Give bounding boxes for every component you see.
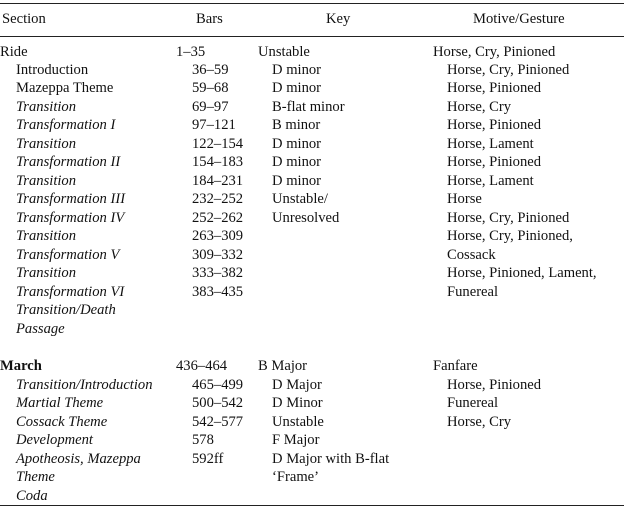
motive-cell: Horse, Cry <box>447 99 512 115</box>
motive-cell: Horse, Cry, Pinioned <box>447 210 570 226</box>
bars-cell: 309–332 <box>192 247 244 263</box>
key-cell: D minor <box>272 62 322 78</box>
table-row <box>0 450 624 468</box>
bars-cell: 592ff <box>192 451 224 467</box>
motive-cell: Horse, Cry, Pinioned, <box>447 228 573 244</box>
table-row <box>0 264 624 282</box>
motive-cell: Horse, Cry <box>447 414 512 430</box>
bars-cell: 122–154 <box>192 136 244 152</box>
bars-cell: 97–121 <box>192 117 236 133</box>
table-row <box>0 320 624 338</box>
motive-cell: Horse <box>447 191 482 207</box>
bars-cell: 578 <box>192 432 214 448</box>
key-cell: D Major <box>272 377 322 393</box>
motive-cell: Horse, Pinioned <box>447 117 542 133</box>
key-cell: D Minor <box>272 395 323 411</box>
key-cell: D minor <box>272 154 322 170</box>
section-cell: Passage <box>16 321 65 337</box>
section-cell: Transition/Death <box>16 302 116 318</box>
table-row <box>0 79 624 97</box>
motive-cell: Horse, Pinioned <box>447 377 542 393</box>
key-cell: Unstable <box>258 44 310 60</box>
table-row <box>0 283 624 301</box>
table-top-rule <box>0 3 624 4</box>
bars-cell: 500–542 <box>192 395 244 411</box>
section-cell: Cossack Theme <box>16 414 108 430</box>
section-cell: Transformation III <box>16 191 126 207</box>
bars-cell: 436–464 <box>176 358 228 374</box>
key-cell: D Major with B-flat <box>272 451 390 467</box>
header-section: Section <box>2 11 46 27</box>
bars-cell: 465–499 <box>192 377 244 393</box>
section-cell: Transformation VI <box>16 284 125 300</box>
bars-cell: 383–435 <box>192 284 244 300</box>
section-cell: Transition <box>16 265 77 281</box>
section-cell: March <box>0 358 42 374</box>
motive-cell: Horse, Lament <box>447 136 534 152</box>
bars-cell: 542–577 <box>192 414 244 430</box>
table-row <box>0 394 624 412</box>
table-row <box>0 190 624 208</box>
section-cell: Mazeppa Theme <box>16 80 114 96</box>
motive-cell: Horse, Cry, Pinioned <box>433 44 556 60</box>
section-cell: Introduction <box>16 62 89 78</box>
motive-cell: Horse, Cry, Pinioned <box>447 62 570 78</box>
bars-cell: 154–183 <box>192 154 244 170</box>
key-cell: D minor <box>272 80 322 96</box>
table-row <box>0 209 624 227</box>
bars-cell: 263–309 <box>192 228 244 244</box>
table-row <box>0 98 624 116</box>
bars-cell: 184–231 <box>192 173 244 189</box>
key-cell: Unstable <box>272 414 324 430</box>
table-row <box>0 227 624 245</box>
bars-cell: 36–59 <box>192 62 229 78</box>
table-bottom-rule <box>0 505 624 506</box>
bars-cell: 59–68 <box>192 80 229 96</box>
motive-cell: Horse, Pinioned, Lament, <box>447 265 597 281</box>
key-cell: D minor <box>272 136 322 152</box>
motive-cell: Fanfare <box>433 358 478 374</box>
table-row <box>0 135 624 153</box>
motive-cell: Horse, Lament <box>447 173 534 189</box>
bars-cell: 69–97 <box>192 99 229 115</box>
key-cell: B minor <box>272 117 321 133</box>
bars-cell: 333–382 <box>192 265 244 281</box>
section-cell: Transition <box>16 228 77 244</box>
table-row <box>0 376 624 394</box>
motive-cell: Funereal <box>447 395 499 411</box>
key-cell: B-flat minor <box>272 99 345 115</box>
table-row <box>0 172 624 190</box>
table-row <box>0 301 624 319</box>
table-header <box>0 10 624 28</box>
bars-cell: 232–252 <box>192 191 244 207</box>
section-cell: Development <box>16 432 93 448</box>
motive-cell: Horse, Pinioned <box>447 80 542 96</box>
table-row <box>0 246 624 264</box>
section-cell: Coda <box>16 488 48 504</box>
table-row <box>0 413 624 431</box>
motive-cell: Funereal <box>447 284 499 300</box>
key-cell: ‘Frame’ <box>272 469 320 485</box>
table-row <box>0 116 624 134</box>
key-cell: D minor <box>272 173 322 189</box>
table-header-rule <box>0 36 624 37</box>
motive-cell: Cossack <box>447 247 496 263</box>
section-cell: Transformation II <box>16 154 121 170</box>
table-row <box>0 357 624 375</box>
table-row <box>0 61 624 79</box>
section-cell: Transformation IV <box>16 210 125 226</box>
motive-cell: Horse, Pinioned <box>447 154 542 170</box>
section-cell: Transition <box>16 99 77 115</box>
header-key: Key <box>326 11 351 27</box>
table-row <box>0 468 624 486</box>
table-row <box>0 487 624 505</box>
section-cell: Martial Theme <box>16 395 104 411</box>
section-cell: Transition/Introduction <box>16 377 153 393</box>
section-cell: Transition <box>16 173 77 189</box>
bars-cell: 1–35 <box>176 44 206 60</box>
section-cell: Ride <box>0 44 28 60</box>
key-cell: B Major <box>258 358 308 374</box>
bars-cell: 252–262 <box>192 210 244 226</box>
header-motive: Motive/Gesture <box>473 11 565 27</box>
section-cell: Transition <box>16 136 77 152</box>
section-cell: Apotheosis, Mazeppa <box>16 451 141 467</box>
key-cell: F Major <box>272 432 320 448</box>
key-cell: Unstable/ <box>272 191 328 207</box>
section-cell: Transformation V <box>16 247 120 263</box>
table-row <box>0 43 624 61</box>
section-cell: Transformation I <box>16 117 116 133</box>
section-cell: Theme <box>16 469 55 485</box>
key-cell: Unresolved <box>272 210 340 226</box>
header-bars: Bars <box>196 11 223 27</box>
table-row <box>0 431 624 449</box>
table-row <box>0 153 624 171</box>
